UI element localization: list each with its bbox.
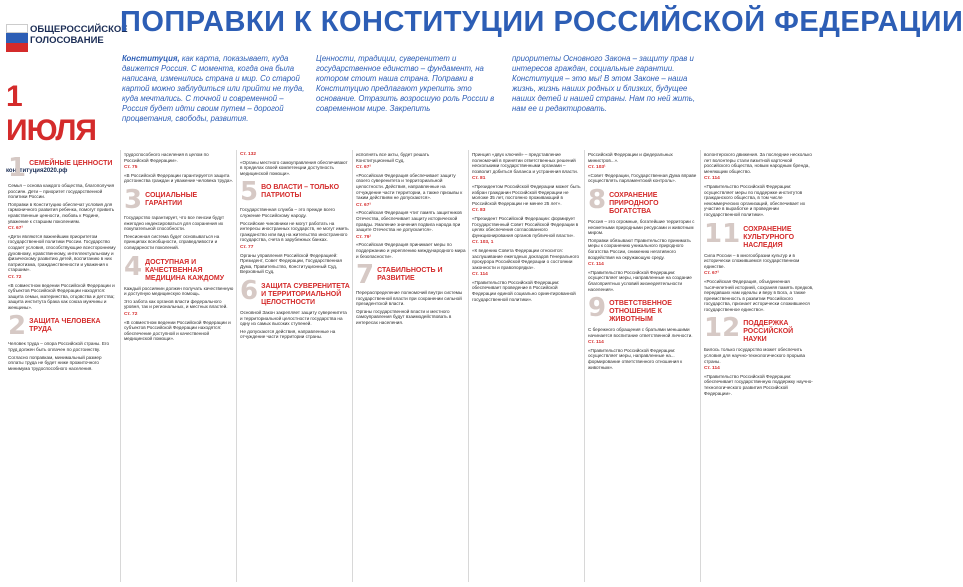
section-number: 5 (240, 177, 259, 208)
paragraph: Российской Федерации и федеральных министров...». (588, 152, 673, 163)
article-ref: Ст. 103, 1 (472, 240, 494, 246)
logo-line1: ОБЩЕРОССИЙСКОЕ (30, 24, 128, 35)
paragraph: «Правительство Российской Федерации: обеспечивает государственную поддержку научно-технологического развития Российской Федерации». (704, 373, 813, 396)
article-ref: Ст. 67¹ (704, 271, 719, 277)
article-ref: Ст. 83 (472, 208, 486, 214)
paragraph: Не допускаются действия, направленные на отчуждение части территории страны. (240, 328, 336, 340)
article-ref: Ст. 114 (704, 366, 720, 372)
column-divider (584, 150, 585, 582)
section-number: 9 (588, 293, 607, 324)
site-url[interactable]: конституция2020.рф (6, 168, 68, 174)
content-column (588, 152, 698, 582)
section-heading (704, 313, 814, 344)
paragraph: Согласно поправкам, минимальный размер оплаты труда не будет ниже прожиточного минимума трудоспособного населения. (8, 354, 102, 371)
column-divider (120, 150, 121, 582)
section-heading (8, 311, 118, 342)
logo-line2: ГОЛОСОВАНИЕ (30, 35, 104, 46)
section-title: ВО ВЛАСТИ – ТОЛЬКО ПАТРИОТЫ (261, 184, 340, 200)
paragraph: «Российская Федерация чтит память защитников Отечества, обеспечивает защиту исторической правды. Умаление значения подвига народа при защите Отечества не допускается». (356, 210, 462, 233)
article-ref: Ст. 77 (240, 244, 254, 250)
article-ref: Ст. 72 (8, 274, 22, 280)
section-number: 7 (356, 260, 375, 291)
section-title: ДОСТУПНАЯ И КАЧЕСТВЕННАЯ МЕДИЦИНА КАЖДОМУ (145, 258, 225, 282)
paragraph: «К ведению Совета Федерации относится: заслушивание ежегодных докладов Генерального прокурора Российской Федерации о состоянии законности и правопорядка». (472, 247, 580, 270)
section-heading (588, 293, 698, 324)
section-heading (356, 260, 466, 291)
section-title: ЗАЩИТА ЧЕЛОВЕКА ТРУДА (29, 318, 101, 334)
paragraph: С бережного обращения с братьями меньшими начинается воспитание ответственной личности. (588, 327, 693, 338)
paragraph: «Российская Федерация, объединенная тысячелетней историей, сохраняя память предков, передавших нам идеалы и веру в Бога, а также преемственность в развитии Российского государства, признает исторически сложившееся государственное единство». (704, 278, 814, 312)
article-ref: Ст. 75 (124, 165, 138, 171)
section-heading (124, 251, 234, 283)
article-ref: Ст. 81 (472, 176, 486, 182)
paragraph: Россия – это огромные, богатейшие территории с несметными природными ресурсами и животным миром. (588, 218, 695, 236)
article-ref: Ст. 114 (472, 272, 488, 278)
content-column (704, 152, 814, 582)
article-ref: Ст. 72 (124, 311, 138, 317)
paragraph: Поправки в Конституцию обеспечат условия для гармоничного развития ребенка, помогут привить нравственные ценности, любовь к Родине, уважение к старшим поколениям. (8, 201, 115, 224)
column-divider (700, 150, 701, 582)
section-title: СЕМЕЙНЫЕ ЦЕННОСТИ (29, 160, 113, 167)
logo-text (30, 24, 128, 46)
paragraph: Органы государственной власти и местного самоуправления будут взаимодействовать в интересах населения. (356, 308, 452, 326)
content-column (240, 152, 350, 582)
content-column (356, 152, 466, 582)
article-ref: Ст. 67¹ (8, 226, 23, 232)
article-ref: Ст. 79¹ (356, 234, 371, 240)
intro-text: как карта, показывает, куда движется Россия. С момента, когда она была написана, изменились страна и мир. Со старой картой можно заблудиться или прийти не туда, куда мечтались. С точной и современной – Россия будет идти своим путем – дорогой процветания, свободы, развития. (122, 54, 305, 123)
intro-lead: Конституция, (122, 54, 180, 63)
paragraph: Государственная служба – это прежде всего служение Российскому народу. (240, 207, 335, 218)
paragraph: Билось только государство может обеспечить условия для научно-технологического прорыва страны. (704, 347, 806, 364)
paragraph: «Правительство Российской Федерации: осуществляет меры, направленные на... формирование ответственного отношения к животным». (588, 347, 683, 370)
section-number: 6 (240, 275, 259, 306)
section-heading (240, 177, 350, 208)
section-heading (124, 184, 234, 215)
paragraph: «Совет Федерации, Государственная Дума вправе осуществлять парламентский контроль». (588, 172, 697, 184)
column-divider (468, 150, 469, 582)
paragraph: Семья – основа каждого общества, благополучия россиян. Дети – приоритет государственной политики России. (8, 183, 115, 200)
section-title: СОХРАНЕНИЕ ПРИРОДНОГО БОГАТСТВА (609, 191, 659, 215)
content-column (8, 152, 118, 582)
section-heading (240, 275, 350, 307)
article-ref: Ст. 132 (240, 152, 257, 157)
section-heading (704, 218, 814, 250)
paragraph: Сила России – в многообразии культур и в исторически сложившемся государственном единстве. (704, 252, 800, 269)
paragraph: «Президентом Российской Федерации может быть избран гражданин Российской Федерации не моложе 35 лет, постоянно проживающий в Российской Федерации не менее 25 лет». (472, 183, 581, 206)
paragraph: Каждый россиянин должен получать качественную и доступную медицинскую помощь. (124, 285, 234, 297)
vote-date: 1 ИЮЛЯ (6, 80, 96, 147)
paragraph: «В Российской Федерации гарантируется защита достоинства граждан и уважение человека труда». (124, 172, 234, 184)
article-ref: Ст. 67¹ (356, 202, 371, 208)
paragraph: Пенсионная система будет основываться на принципах всеобщности, справедливости и солидарности поколений. (124, 233, 220, 250)
section-number: 4 (124, 251, 143, 282)
flag-icon (6, 24, 28, 52)
paragraph: Основной Закон закрепляет защиту суверенитета и территориальной целостности государства на одну из самых высоких ступеней. (240, 309, 347, 327)
paragraph: Поправки обязывают Правительство принимать меры к сохранению уникального природного богатства России, снижению негативного воздействия на окружающую среду. (588, 237, 691, 260)
paragraph: Перераспределение полномочий внутри системы государственной власти при сохранении сильной президентской власти. (356, 290, 463, 307)
article-ref: Ст. 114 (588, 262, 604, 268)
paragraph: Человек труда – опора Российской страны. Его труд должен быть оплачен по достоинству. (8, 341, 110, 353)
paragraph: «В совместном ведении Российской Федерации и субъектов Российской Федерации находятся: защита семьи, материнства, отцовства и детства; защита института брака как союза мужчины и женщины». (8, 282, 115, 310)
paragraph: волонтерского движения. За последние несколько лет волонтеры стали визитной карточкой российского общества, новым народным бренда, меняющим общество. (704, 152, 812, 174)
section-number: 12 (704, 313, 741, 344)
section-number: 1 (8, 153, 27, 183)
paragraph: Российские чиновники не могут работать на интересы иностранных государств, не могут иметь гражданство или вид на жительство иностранного государства, счета в зарубежных банках. (240, 220, 349, 243)
section-title: СОХРАНЕНИЕ КУЛЬТУРНОГО НАСЛЕДИЯ (743, 225, 795, 249)
article-ref: Ст. 67¹ (356, 165, 371, 171)
paragraph: «Дети являются важнейшим приоритетом государственной политики России. Государство создает условия, способствующие всестороннему духовному, нравственному, интеллектуальному и физическому развитию детей, воспитанию в них патриотизма, гражданственности и уважения к старшим». (8, 233, 116, 273)
paragraph: «Органы местного самоуправления обеспечивают в пределах своей компетенции доступность медицинской помощи». (240, 159, 348, 176)
paragraph: трудоспособного населения в целом по Российской Федерации». (124, 152, 209, 163)
paragraph: «Российская Федерация принимает меры по поддержанию и укреплению международного мира и безопасности». (356, 242, 466, 259)
column-divider (352, 150, 353, 582)
paragraph: «Правительство Российской Федерации: осуществляет меры, направленные на создание благоприятных условий жизнедеятельности населения». (588, 269, 692, 292)
paragraph: Это забота как органов власти федерального уровня, так и региональных, и местных властей. (124, 298, 228, 310)
page-title: ПОПРАВКИ К КОНСТИТУЦИИ РОССИЙСКОЙ ФЕДЕРАЦИИ (120, 6, 963, 38)
paragraph: «Российская Федерация обеспечивает защиту своего суверенитета и территориальной целостности. Действия, направленные на отчуждение части территории, а также призывы к таким действиям не допускаются». (356, 172, 463, 201)
section-heading (8, 153, 118, 183)
section-title: ПОДДЕРЖКА РОССИЙСКОЙ НАУКИ (743, 320, 794, 344)
section-title: СТАБИЛЬНОСТЬ И РАЗВИТИЕ (377, 267, 443, 283)
article-ref: Ст. 114 (704, 176, 720, 182)
section-title: СОЦИАЛЬНЫЕ ГАРАНТИИ (145, 191, 198, 207)
paragraph: исполнять все акты, будет решать Конституционный Суд. (356, 152, 430, 163)
intro-block-3 (512, 54, 708, 114)
section-title: ОТВЕТСТВЕННОЕ ОТНОШЕНИЕ К ЖИВОТНЫМ (609, 300, 672, 324)
section-number: 3 (124, 184, 143, 215)
intro-block-1 (122, 54, 308, 124)
paragraph: Государство гарантирует, что все пенсии будут ежегодно индексироваться для сохранения их покупательной способности. (124, 214, 225, 232)
section-number: 2 (8, 311, 27, 342)
paragraph: «Правительство Российской Федерации: обеспечивает проведение в Российской Федерации единой социально ориентированной государственной политики». (472, 279, 576, 302)
section-title: ЗАЩИТА СУВЕРЕНИТЕТА И ТЕРРИТОРИАЛЬНОЙ ЦЕЛОСТНОСТИ (261, 282, 350, 306)
column-divider (236, 150, 237, 582)
content-column (124, 152, 234, 582)
intro-text: Ценности, традиции, суверенитет и государственное единство – фундамент, на котором стоит наша страна. Поправки в Конституцию предлагают укрепить это основание. Отразить возросшую роль России в современном мире. Закрепить (316, 54, 495, 113)
paragraph: «В совместном ведении Российской Федерации и субъектов Российской Федерации находятся: обеспечение доступной и качественной медицинской помощи». (124, 319, 231, 342)
article-ref: Ст. 114 (588, 340, 604, 346)
paragraph: Органы управления Российской Федерацией: Президент, Совет Федерации, Государственная Дума, Правительство, Конституционный Суд, Верховный Суд. (240, 252, 342, 275)
section-number: 8 (588, 184, 607, 215)
section-heading (588, 184, 698, 216)
paragraph: «Президент Российской Федерации: формирует Государственный Совет Российской Федерации в целях обеспечения согласованного функционирования органов публичной власти». (472, 215, 579, 238)
paragraph: «Правительство Российской Федерации: осуществляет меры по поддержке институтов гражданского общества, в том числе некоммерческих организаций, обеспечивает их участие в выработке и проведении государственной политики». (704, 183, 806, 217)
intro-text: приоритеты Основного Закона – защиту прав и интересов граждан, социальные гарантии. Конституция – это мы! В этом Законе – наша жизнь, жизнь наших родных и близких, будущее наших детей и нашей страны. Нам по ней жить, нам ее и редактировать. (512, 54, 696, 113)
content-column (472, 152, 582, 582)
section-number: 11 (704, 218, 741, 249)
intro-block-2 (316, 54, 506, 114)
article-ref: Ст. 103¹ (588, 165, 606, 171)
paragraph: Принцип «двух ключей» – представление полномочий в принятии ответственных решений несколькими государственными органами – позволит добиться баланса и устранения власти. (472, 152, 578, 174)
